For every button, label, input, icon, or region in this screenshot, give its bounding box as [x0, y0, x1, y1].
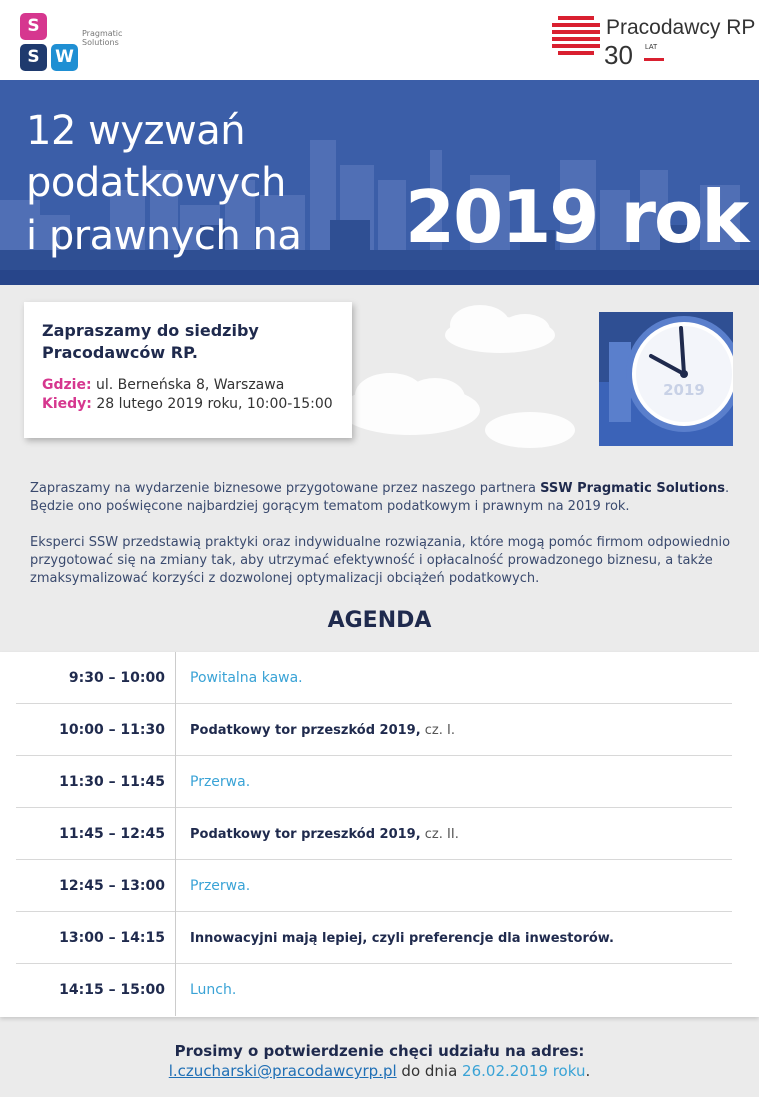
partner-name: Pracodawcy RP: [606, 16, 756, 39]
invitation-gap: [42, 364, 334, 376]
when-label: Kiedy:: [42, 396, 92, 412]
agenda-text-part: cz. I.: [420, 723, 455, 738]
agenda-text: Powitalna kawa.: [190, 670, 303, 686]
invitation-when: [42, 395, 334, 414]
agenda-text-bold: Podatkowy tor przeszkód 2019,: [190, 723, 421, 738]
rsvp-end: .: [585, 1062, 591, 1080]
invitation-where: [42, 376, 334, 395]
agenda-text-bold: Innowacyjni mają lepiej, czyli preferencje dla inwestorów.: [190, 931, 614, 946]
agenda-row: [16, 808, 732, 860]
clock-illustration: [599, 312, 733, 446]
agenda-text: [190, 808, 459, 860]
agenda-row: [16, 964, 732, 1016]
agenda-heading: AGENDA: [327, 608, 432, 633]
pracodawcy-flag-icon: [552, 16, 600, 60]
banner-title-line3: i prawnych na: [26, 213, 302, 259]
description-paragraph-1: [30, 480, 740, 516]
pracodawcy-rp-logo: [552, 14, 756, 70]
agenda-text: Przerwa.: [190, 878, 251, 894]
ssw-name-line2: Solutions: [82, 38, 119, 47]
rsvp-mid: do dnia: [396, 1062, 463, 1080]
agenda-time: 14:15 – 15:00: [16, 964, 176, 1016]
rsvp-details: [0, 1062, 759, 1080]
partner-lat: LAT: [645, 44, 658, 51]
banner-year: 2019 rok: [405, 175, 748, 259]
event-description: [30, 480, 740, 606]
agenda-text-bold: Podatkowy tor przeszkód 2019,: [190, 827, 421, 842]
agenda-row: [16, 704, 732, 756]
ssw-logo: [20, 13, 123, 71]
hero-banner: [0, 80, 759, 285]
clock-year: 2019: [663, 381, 705, 399]
agenda-time: 11:30 – 11:45: [16, 756, 176, 808]
ssw-logo-w: W: [51, 44, 78, 71]
agenda-row: [16, 756, 732, 808]
when-value: 28 lutego 2019 roku, 10:00-15:00: [91, 396, 333, 412]
agenda-text: Przerwa.: [190, 774, 251, 790]
agenda-time: 13:00 – 14:15: [16, 912, 176, 964]
description-p1-start: Zapraszamy na wydarzenie biznesowe przygotowane przez naszego partnera: [30, 481, 541, 496]
agenda-time: 10:00 – 11:30: [16, 704, 176, 756]
agenda-row: [16, 912, 732, 964]
agenda-time: 9:30 – 10:00: [16, 652, 176, 704]
invitation-title-line2: Pracodawców RP.: [42, 343, 198, 362]
description-p1-end: . Będzie ono poświęcone najbardziej gorącym tematom podatkowym i prawnym na 2019 rok.: [30, 481, 730, 514]
banner-title-line1: 12 wyzwań: [26, 108, 246, 154]
partner-years: 30: [604, 40, 633, 70]
description-p1-partner: SSW Pragmatic Solutions: [540, 481, 725, 496]
rsvp-request: Prosimy o potwierdzenie chęci udziału na adres:: [174, 1042, 585, 1060]
partner-red-bar: [644, 58, 664, 61]
agenda-time: 12:45 – 13:00: [16, 860, 176, 912]
ssw-logo-s2: S: [20, 44, 47, 71]
banner-title-line2: podatkowych: [26, 160, 286, 206]
where-label: Gdzie:: [42, 377, 92, 393]
header: [0, 0, 759, 80]
invitation-card: [24, 302, 352, 438]
agenda-text-part: cz. II.: [420, 827, 459, 842]
agenda-text: [190, 704, 455, 756]
agenda-time: 11:45 – 12:45: [16, 808, 176, 860]
agenda-text: [190, 912, 614, 964]
ssw-name-line1: Pragmatic: [82, 29, 123, 38]
rsvp-deadline: 26.02.2019 roku: [462, 1062, 586, 1080]
description-paragraph-2: Eksperci SSW przedstawią praktyki oraz indywidualne rozwiązania, które mogą pomóc firmom odpowiednio przygotować się na zmiany tak, aby utrzymać efektywność i opłacalność prowadzonego biznesu, a także zmaksymalizować korzyści z dozwolonej optymalizacji obciążeń podatkowych.: [30, 535, 731, 586]
agenda-table: [0, 652, 759, 1017]
agenda-row: [16, 652, 732, 704]
rsvp-email-link[interactable]: l.czucharski@pracodawcyrp.pl: [168, 1062, 397, 1080]
agenda-row: [16, 860, 732, 912]
ssw-logo-s1: S: [20, 13, 47, 40]
agenda-text: Lunch.: [190, 982, 237, 998]
where-value: ul. Berneńska 8, Warszawa: [91, 377, 285, 393]
invitation-title-line1: Zapraszamy do siedziby: [42, 321, 259, 340]
ssw-logo-name: [82, 29, 122, 47]
